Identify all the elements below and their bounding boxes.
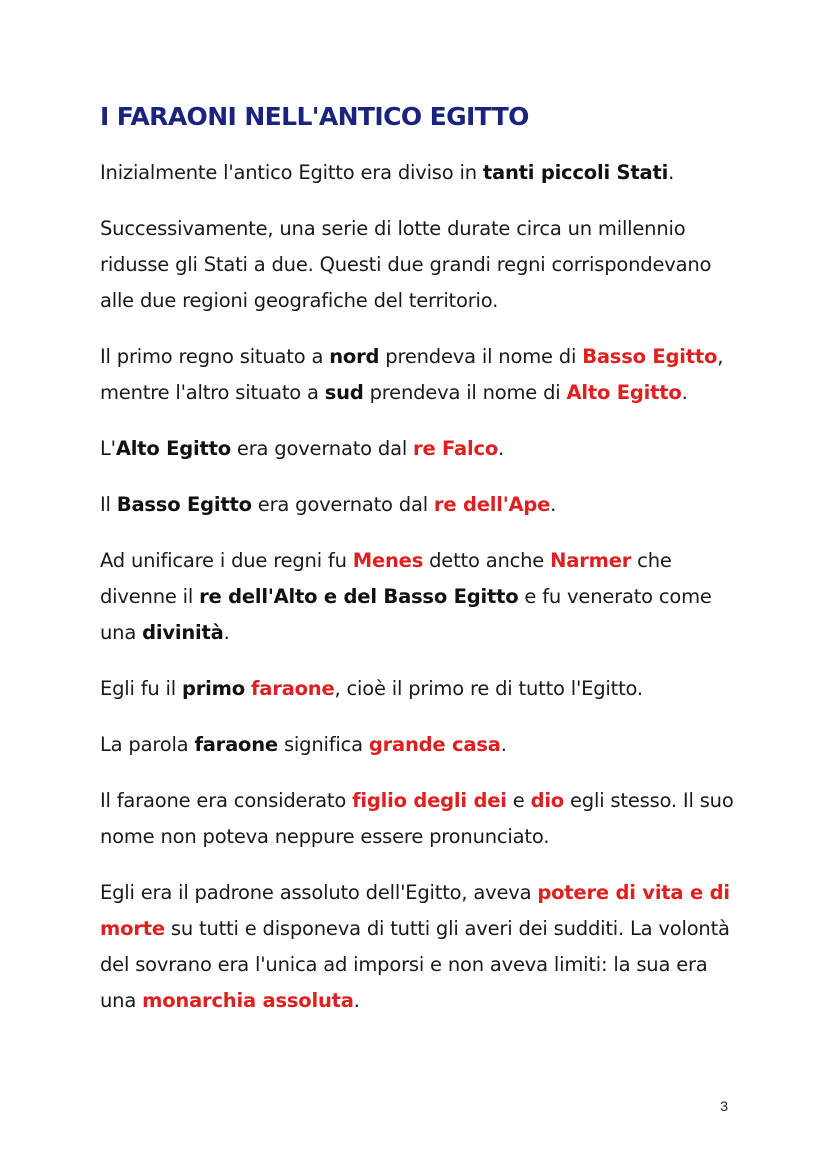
highlighted-term: re dell'Ape (433, 493, 551, 516)
text-run: egli stesso. Il suo nome non poteva neppure essere pronunciato. (100, 789, 734, 848)
text-run: detto anche (423, 549, 551, 572)
paragraph (100, 487, 740, 523)
text-run: . (550, 493, 557, 516)
text-run: , cioè il primo re di tutto l'Egitto. (334, 677, 643, 700)
highlighted-term: Menes (352, 549, 424, 572)
text-run: Il (100, 493, 117, 516)
paragraph (100, 671, 740, 707)
paragraph (100, 211, 740, 319)
document-page (100, 102, 740, 1039)
highlighted-term: faraone (250, 677, 335, 700)
paragraph (100, 543, 740, 651)
bold-term: tanti piccoli Stati (482, 161, 669, 184)
text-run: Egli fu il (100, 677, 182, 700)
highlighted-term: potere di vita e di morte (100, 881, 730, 940)
text-run: Inizialmente l'antico Egitto era diviso in (100, 161, 483, 184)
bold-term: faraone (194, 733, 278, 756)
bold-term: primo (182, 677, 245, 700)
body-text (100, 155, 740, 1019)
text-run: . (500, 733, 507, 756)
paragraph (100, 783, 740, 855)
paragraph (100, 339, 740, 411)
text-run: Successivamente, una serie di lotte durate circa un millennio ridusse gli Stati a due. Questi due grandi regni corrispondevano alle due regioni geografiche del territorio. (100, 217, 712, 312)
highlighted-term: Narmer (550, 549, 632, 572)
paragraph (100, 431, 740, 467)
text-run: . (223, 621, 230, 644)
text-run: significa (277, 733, 369, 756)
text-run: era governato dal (230, 437, 414, 460)
highlighted-term: Basso Egitto (582, 345, 718, 368)
paragraph (100, 155, 740, 191)
paragraph (100, 727, 740, 763)
bold-term: Alto Egitto (115, 437, 231, 460)
text-run: . (668, 161, 675, 184)
text-run: prendeva il nome di (363, 381, 567, 404)
text-run: La parola (100, 733, 195, 756)
text-run: Il primo regno situato a (100, 345, 330, 368)
text-run: e (506, 789, 531, 812)
bold-term: re dell'Alto e del Basso Egitto (199, 585, 519, 608)
text-run: . (498, 437, 505, 460)
highlighted-term: figlio degli dei (352, 789, 507, 812)
page-number: 3 (720, 1098, 728, 1114)
text-run: . (353, 989, 360, 1012)
bold-term: sud (324, 381, 364, 404)
page-title: I FARAONI NELL'ANTICO EGITTO (100, 102, 529, 131)
paragraph (100, 875, 740, 1019)
text-run: e fu venerato come una (100, 585, 712, 644)
text-run: Egli era il padrone assoluto dell'Egitto, aveva (100, 881, 538, 904)
text-run: era governato dal (251, 493, 434, 516)
bold-term: divinità (142, 621, 224, 644)
bold-term: nord (329, 345, 380, 368)
highlighted-term: Alto Egitto (566, 381, 682, 404)
highlighted-term: dio (530, 789, 565, 812)
bold-term: Basso Egitto (116, 493, 252, 516)
text-run: . (681, 381, 688, 404)
text-run: su tutti e disponeva di tutti gli averi dei sudditi. La volontà del sovrano era l'unica ad imporsi e non aveva limiti: la sua era una (100, 917, 730, 1012)
highlighted-term: grande casa (368, 733, 501, 756)
text-run: che divenne il (100, 549, 672, 608)
text-run: Il faraone era considerato (100, 789, 353, 812)
highlighted-term: monarchia assoluta (142, 989, 354, 1012)
text-run: Ad unificare i due regni fu (100, 549, 353, 572)
highlighted-term: re Falco (413, 437, 499, 460)
text-run: , mentre l'altro situato a (100, 345, 724, 404)
text-run: L' (100, 437, 116, 460)
text-run: prendeva il nome di (379, 345, 583, 368)
